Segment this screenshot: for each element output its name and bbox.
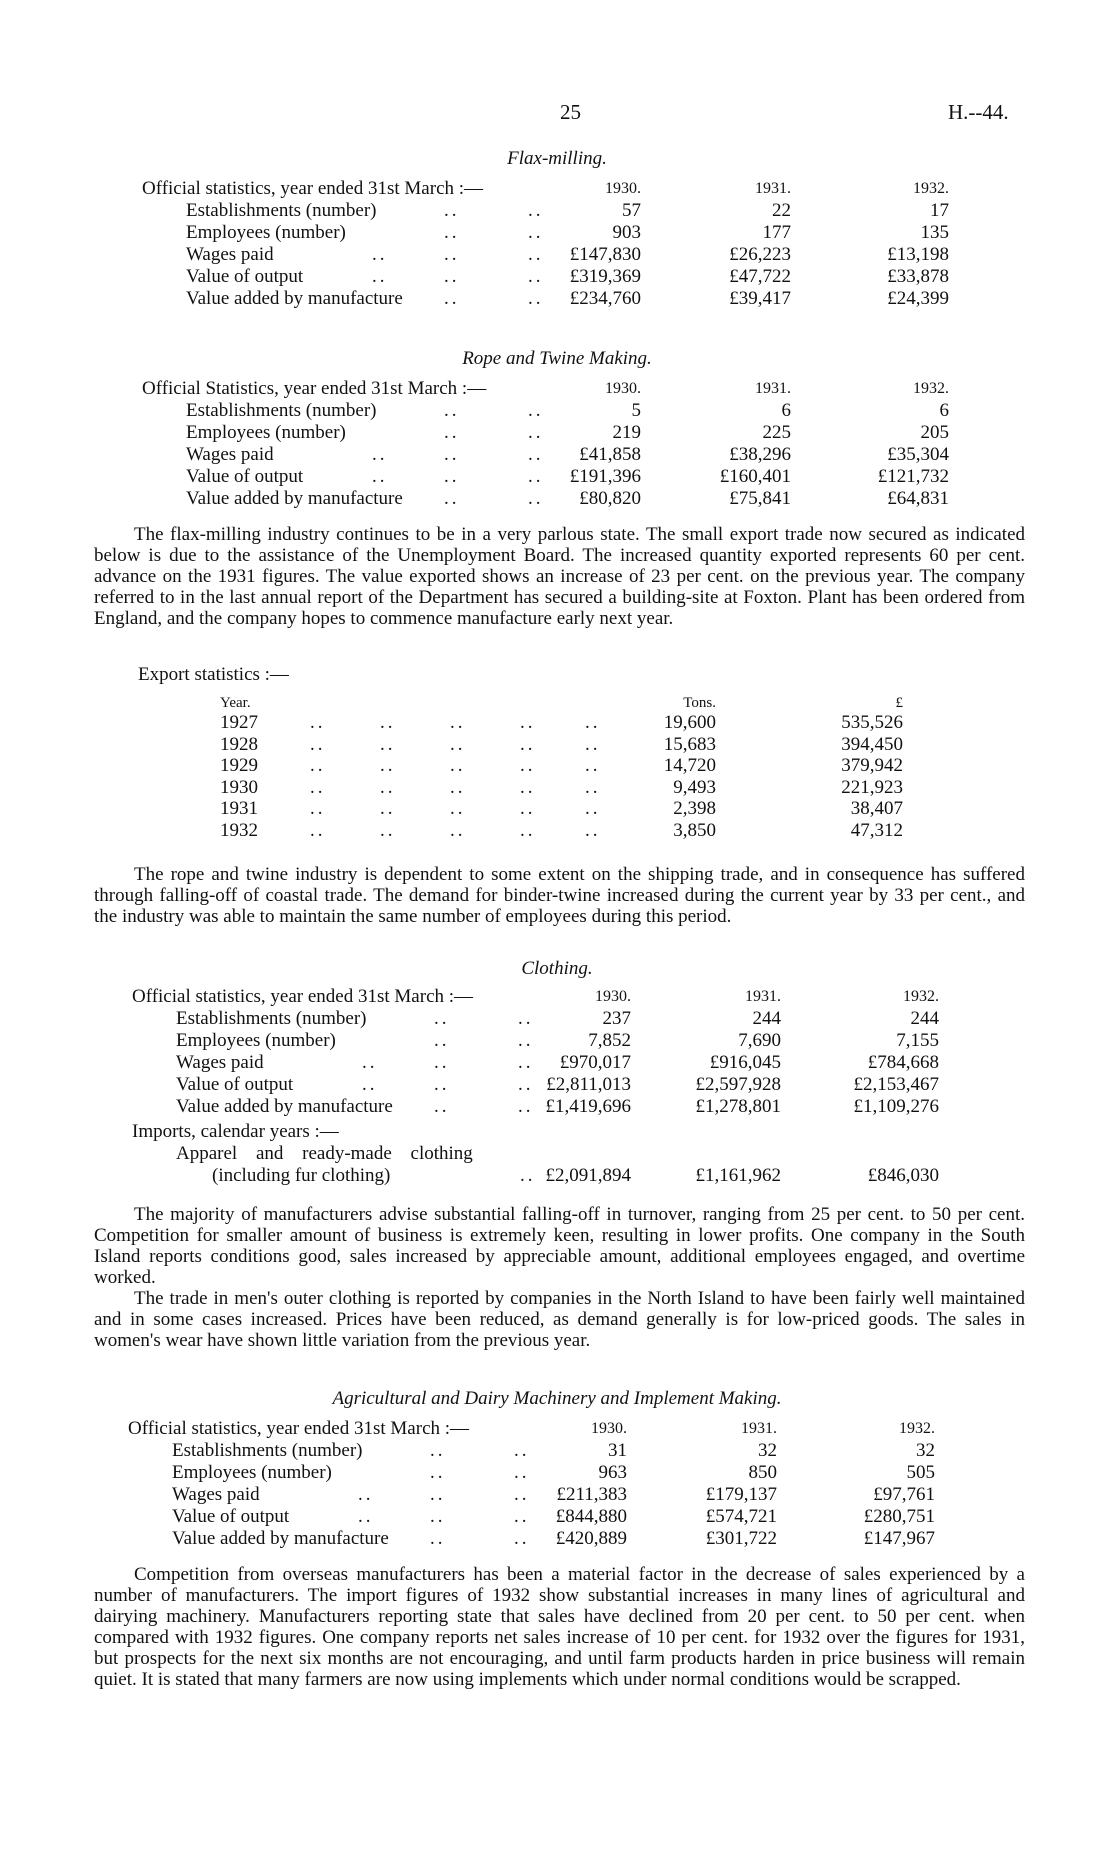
section-title-clothing: Clothing. bbox=[521, 958, 593, 979]
export-value: 47,312 bbox=[850, 819, 903, 841]
imports-value-1930: £2,091,894 bbox=[545, 1165, 631, 1186]
row-label: Wages paid bbox=[186, 444, 274, 465]
table-row bbox=[142, 288, 962, 310]
leader-dots: .. bbox=[450, 798, 466, 819]
leader-dots: .. bbox=[520, 733, 536, 755]
paragraph-text: The majority of manufacturers advise substantial falling-off in turnover, ranging from 25 per cent. to 50 per cent. Competition for smaller amount of business is extremely keen, resulting in lower profits. One company in the South Island reports conditions good, sales increased by appreciable amount, additional employees engaged, and overtime worked. bbox=[94, 1204, 1025, 1288]
cell-value: £13,198 bbox=[887, 244, 949, 265]
paragraph-text: Competition from overseas manufacturers has been a material factor in the decrease of sales experienced by a number of manufacturers. The import figures of 1932 show substantial increases in many lines of agricultural and dairying machinery. Manufacturers reporting state that sales have declined from 20 per cent. to 50 per cent. when compared with 1932 figures. One company reports net sales increase of 10 per cent. for 1932 over the figures for 1931, but prospects for the next six months are not encouraging, and until farm products harden in price business will remain quiet. It is stated that many farmers are now using implements which under normal conditions would be scrapped. bbox=[94, 1564, 1025, 1690]
leader-dots: .. bbox=[518, 1008, 534, 1029]
leader-dots: .. bbox=[310, 712, 326, 733]
leader-dots: .. bbox=[310, 819, 326, 841]
year-header: 1931. bbox=[745, 988, 781, 1005]
leader-dots: .. bbox=[585, 819, 601, 841]
cell-value: 22 bbox=[772, 200, 791, 221]
leader-dots: .. bbox=[444, 200, 460, 221]
leader-dots: .. bbox=[518, 1030, 534, 1051]
year-header: 1930. bbox=[605, 380, 641, 397]
imports-item-label: Apparel and ready-made clothing bbox=[176, 1143, 473, 1164]
leader-dots: .. bbox=[518, 1074, 534, 1095]
cell-value: £147,967 bbox=[863, 1528, 935, 1549]
cell-value: £147,830 bbox=[569, 244, 641, 265]
row-label: Employees (number) bbox=[172, 1462, 332, 1483]
table-row bbox=[142, 400, 962, 422]
row-label: Value added by manufacture bbox=[186, 488, 403, 509]
row-label: Wages paid bbox=[176, 1052, 264, 1073]
cell-value: £234,760 bbox=[569, 288, 641, 309]
export-tons: 3,850 bbox=[673, 819, 716, 841]
leader-dots: .. bbox=[518, 1096, 534, 1117]
paragraph-text: The rope and twine industry is dependent to some extent on the shipping trade, and in consequence has suffered through falling-off of coastal trade. The demand for binder-twine increased during the current year by 33 per cent., and the industry was able to maintain the same number of employees during this period. bbox=[94, 864, 1025, 927]
leader-dots: .. bbox=[434, 1052, 450, 1073]
cell-value: 205 bbox=[920, 422, 949, 443]
cell-value: 244 bbox=[910, 1008, 939, 1029]
cell-value: £2,811,013 bbox=[546, 1074, 631, 1095]
export-year: 1932 bbox=[220, 819, 258, 841]
cell-value: 244 bbox=[752, 1008, 781, 1029]
year-header: 1930. bbox=[591, 1420, 627, 1437]
leader-dots: .. bbox=[444, 422, 460, 443]
page-number: 25 bbox=[560, 100, 581, 124]
leader-dots: .. bbox=[430, 1528, 446, 1549]
cell-value: £39,417 bbox=[729, 288, 791, 309]
export-value: 38,407 bbox=[850, 798, 903, 819]
rope-paragraph bbox=[94, 864, 1025, 927]
row-label: Value of output bbox=[172, 1506, 290, 1527]
leader-dots: .. bbox=[528, 422, 544, 443]
leader-dots: .. bbox=[444, 466, 460, 487]
leader-dots: .. bbox=[528, 444, 544, 465]
row-label: Value added by manufacture bbox=[176, 1096, 393, 1117]
table-row bbox=[142, 444, 962, 466]
cell-value: 135 bbox=[920, 222, 949, 243]
cell-value: 505 bbox=[906, 1462, 935, 1483]
table-row bbox=[132, 1030, 952, 1052]
leader-dots: .. bbox=[434, 1096, 450, 1117]
leader-dots: .. bbox=[514, 1440, 530, 1461]
cell-value: 963 bbox=[598, 1462, 627, 1483]
leader-dots: .. bbox=[520, 798, 536, 819]
cell-value: £41,858 bbox=[579, 444, 641, 465]
table-row bbox=[142, 422, 962, 444]
cell-value: £191,396 bbox=[569, 466, 641, 487]
leader-dots: .. bbox=[585, 733, 601, 755]
leader-dots: .. bbox=[514, 1462, 530, 1483]
leader-dots: .. bbox=[518, 1052, 534, 1073]
cell-value: £33,878 bbox=[887, 266, 949, 287]
table-row bbox=[132, 1096, 952, 1118]
cell-value: £319,369 bbox=[569, 266, 641, 287]
leader-dots: .. bbox=[528, 466, 544, 487]
header-label: Official statistics, year ended 31st March :— bbox=[128, 1418, 470, 1439]
leader-dots: .. bbox=[514, 1484, 530, 1505]
table-row bbox=[128, 1528, 948, 1550]
leader-dots: .. bbox=[450, 755, 466, 776]
cell-value: £75,841 bbox=[729, 488, 791, 509]
cell-value: 903 bbox=[612, 222, 641, 243]
export-tons: 19,600 bbox=[663, 712, 716, 733]
leader-dots: .. bbox=[585, 755, 601, 776]
leader-dots: .. bbox=[585, 712, 601, 733]
cell-value: £26,223 bbox=[729, 244, 791, 265]
cell-value: £64,831 bbox=[887, 488, 949, 509]
leader-dots: .. bbox=[380, 776, 396, 798]
export-row bbox=[220, 820, 920, 842]
cell-value: 7,690 bbox=[738, 1030, 781, 1051]
leader-dots: .. bbox=[372, 266, 388, 287]
paragraph-text: The flax-milling industry continues to be in a very parlous state. The small export trade now secured as indicated below is due to the assistance of the Unemployment Board. The increased quantity exported represents 60 per cent. advance on the 1931 figures. The value exported shows an increase of 23 per cent. on the previous year. The company referred to in the last annual report of the Department has secured a building-site at Foxton. Plant has been ordered from England, and the company hopes to commence manufacture early next year. bbox=[94, 524, 1025, 629]
imports-value-1931: £1,161,962 bbox=[695, 1165, 781, 1186]
leader-dots: .. bbox=[358, 1484, 374, 1505]
table-header-row bbox=[142, 378, 962, 400]
paragraph-text: The trade in men's outer clothing is reported by companies in the North Island to have been fairly well maintained and in some cases increased. Prices have been reduced, as demand generally is for low-priced goods. The sales in women's wear have shown little variation from the previous year. bbox=[94, 1288, 1025, 1351]
leader-dots: .. bbox=[514, 1528, 530, 1549]
cell-value: 5 bbox=[631, 400, 641, 421]
cell-value: £24,399 bbox=[887, 288, 949, 309]
cell-value: £1,109,276 bbox=[853, 1096, 939, 1117]
leader-dots: .. bbox=[444, 288, 460, 309]
table-header-row bbox=[132, 986, 952, 1008]
cell-value: 850 bbox=[748, 1462, 777, 1483]
leader-dots: .. bbox=[444, 444, 460, 465]
cell-value: £38,296 bbox=[729, 444, 791, 465]
cell-value: 177 bbox=[762, 222, 791, 243]
cell-value: £179,137 bbox=[705, 1484, 777, 1505]
cell-value: £301,722 bbox=[705, 1528, 777, 1549]
row-label: Value added by manufacture bbox=[186, 288, 403, 309]
leader-dots: .. bbox=[585, 798, 601, 819]
table-row bbox=[128, 1506, 948, 1528]
year-header: 1932. bbox=[913, 380, 949, 397]
export-statistics-label: Export statistics :— bbox=[138, 664, 289, 685]
cell-value: 237 bbox=[602, 1008, 631, 1029]
row-label: Establishments (number) bbox=[186, 400, 377, 421]
table-row bbox=[132, 1008, 952, 1030]
leader-dots: .. bbox=[450, 819, 466, 841]
export-tons: 2,398 bbox=[673, 798, 716, 819]
cell-value: 6 bbox=[939, 400, 949, 421]
leader-dots: .. bbox=[434, 1074, 450, 1095]
leader-dots: .. bbox=[520, 1165, 536, 1186]
table-row bbox=[128, 1462, 948, 1484]
cell-value: £1,278,801 bbox=[695, 1096, 781, 1117]
cell-value: 17 bbox=[930, 200, 949, 221]
imports-item-row bbox=[132, 1143, 952, 1165]
cell-value: £121,732 bbox=[877, 466, 949, 487]
table-row bbox=[142, 244, 962, 266]
leader-dots: .. bbox=[450, 776, 466, 798]
export-value: 535,526 bbox=[841, 712, 903, 733]
export-value: 379,942 bbox=[841, 755, 903, 776]
imports-value-1932: £846,030 bbox=[867, 1165, 939, 1186]
export-year: 1929 bbox=[220, 755, 258, 776]
export-year: 1927 bbox=[220, 712, 258, 733]
clothing-paragraph bbox=[94, 1204, 1025, 1351]
export-row bbox=[220, 755, 920, 777]
year-header: 1932. bbox=[913, 180, 949, 197]
table-header-row bbox=[128, 1418, 948, 1440]
export-tons: 15,683 bbox=[663, 733, 716, 755]
table-row bbox=[142, 488, 962, 510]
imports-values-row bbox=[132, 1165, 952, 1187]
leader-dots: .. bbox=[450, 712, 466, 733]
leader-dots: .. bbox=[310, 798, 326, 819]
year-header: 1932. bbox=[899, 1420, 935, 1437]
export-tons: 9,493 bbox=[673, 776, 716, 798]
row-label: Employees (number) bbox=[176, 1030, 336, 1051]
leader-dots: .. bbox=[585, 776, 601, 798]
export-value: 221,923 bbox=[841, 776, 903, 798]
year-header: 1931. bbox=[755, 380, 791, 397]
year-header: 1931. bbox=[755, 180, 791, 197]
leader-dots: .. bbox=[310, 755, 326, 776]
export-tons: 14,720 bbox=[663, 755, 716, 776]
row-label: Employees (number) bbox=[186, 222, 346, 243]
leader-dots: .. bbox=[528, 400, 544, 421]
imports-label: Imports, calendar years :— bbox=[132, 1121, 339, 1142]
leader-dots: .. bbox=[380, 755, 396, 776]
table-row bbox=[128, 1484, 948, 1506]
cell-value: £80,820 bbox=[579, 488, 641, 509]
row-label: Establishments (number) bbox=[176, 1008, 367, 1029]
leader-dots: .. bbox=[444, 222, 460, 243]
export-header-row bbox=[220, 692, 920, 714]
section-title-flax: Flax-milling. bbox=[507, 148, 607, 169]
imports-label-row bbox=[132, 1121, 952, 1143]
row-label: Employees (number) bbox=[186, 422, 346, 443]
export-row bbox=[220, 777, 920, 799]
agricultural-paragraph bbox=[94, 1564, 1025, 1690]
document-reference: H.--44. bbox=[948, 100, 1009, 124]
cell-value: £160,401 bbox=[719, 466, 791, 487]
cell-value: 7,852 bbox=[588, 1030, 631, 1051]
leader-dots: .. bbox=[528, 288, 544, 309]
cell-value: 6 bbox=[781, 400, 791, 421]
leader-dots: .. bbox=[362, 1052, 378, 1073]
leader-dots: .. bbox=[310, 733, 326, 755]
leader-dots: .. bbox=[380, 798, 396, 819]
leader-dots: .. bbox=[380, 733, 396, 755]
leader-dots: .. bbox=[528, 222, 544, 243]
leader-dots: .. bbox=[380, 819, 396, 841]
cell-value: £784,668 bbox=[867, 1052, 939, 1073]
leader-dots: .. bbox=[310, 776, 326, 798]
table-row bbox=[142, 222, 962, 244]
header-label: Official Statistics, year ended 31st March :— bbox=[142, 378, 487, 399]
cell-value: 219 bbox=[612, 422, 641, 443]
table-row bbox=[142, 266, 962, 288]
row-label: Value of output bbox=[186, 466, 304, 487]
cell-value: £916,045 bbox=[709, 1052, 781, 1073]
leader-dots: .. bbox=[430, 1506, 446, 1527]
cell-value: £211,383 bbox=[556, 1484, 627, 1505]
col-tons: Tons. bbox=[683, 695, 716, 711]
export-year: 1931 bbox=[220, 798, 258, 819]
row-label: Wages paid bbox=[172, 1484, 260, 1505]
section-title-rope: Rope and Twine Making. bbox=[462, 348, 652, 369]
cell-value: 31 bbox=[608, 1440, 627, 1461]
leader-dots: .. bbox=[358, 1506, 374, 1527]
leader-dots: .. bbox=[434, 1008, 450, 1029]
export-row bbox=[220, 734, 920, 756]
leader-dots: .. bbox=[372, 444, 388, 465]
export-value: 394,450 bbox=[841, 733, 903, 755]
row-label: Establishments (number) bbox=[172, 1440, 363, 1461]
leader-dots: .. bbox=[430, 1462, 446, 1483]
leader-dots: .. bbox=[380, 712, 396, 733]
leader-dots: .. bbox=[372, 466, 388, 487]
export-year: 1928 bbox=[220, 733, 258, 755]
row-label: Value added by manufacture bbox=[172, 1528, 389, 1549]
cell-value: 57 bbox=[622, 200, 641, 221]
year-header: 1931. bbox=[741, 1420, 777, 1437]
cell-value: 32 bbox=[758, 1440, 777, 1461]
year-header: 1930. bbox=[595, 988, 631, 1005]
year-header: 1932. bbox=[903, 988, 939, 1005]
leader-dots: .. bbox=[362, 1074, 378, 1095]
cell-value: 225 bbox=[762, 422, 791, 443]
leader-dots: .. bbox=[444, 244, 460, 265]
leader-dots: .. bbox=[444, 266, 460, 287]
leader-dots: .. bbox=[528, 488, 544, 509]
row-label: Establishments (number) bbox=[186, 200, 377, 221]
leader-dots: .. bbox=[430, 1440, 446, 1461]
year-header: 1930. bbox=[605, 180, 641, 197]
cell-value: £47,722 bbox=[729, 266, 791, 287]
leader-dots: .. bbox=[444, 488, 460, 509]
leader-dots: .. bbox=[520, 776, 536, 798]
row-label: Value of output bbox=[176, 1074, 294, 1095]
flax-paragraph bbox=[94, 524, 1025, 629]
row-label: Value of output bbox=[186, 266, 304, 287]
leader-dots: .. bbox=[528, 244, 544, 265]
imports-item-label-2: (including fur clothing) bbox=[212, 1165, 391, 1186]
leader-dots: .. bbox=[450, 733, 466, 755]
leader-dots: .. bbox=[434, 1030, 450, 1051]
leader-dots: .. bbox=[430, 1484, 446, 1505]
section-title-agricultural: Agricultural and Dairy Machinery and Implement Making. bbox=[332, 1388, 782, 1409]
cell-value: £35,304 bbox=[887, 444, 949, 465]
leader-dots: .. bbox=[444, 400, 460, 421]
table-header-row bbox=[142, 178, 962, 200]
leader-dots: .. bbox=[372, 244, 388, 265]
row-label: Wages paid bbox=[186, 244, 274, 265]
export-year: 1930 bbox=[220, 776, 258, 798]
header-label: Official statistics, year ended 31st March :— bbox=[142, 178, 484, 199]
cell-value: £2,153,467 bbox=[853, 1074, 939, 1095]
cell-value: 7,155 bbox=[896, 1030, 939, 1051]
table-row bbox=[132, 1052, 952, 1074]
leader-dots: .. bbox=[520, 755, 536, 776]
leader-dots: .. bbox=[528, 266, 544, 287]
header-label: Official statistics, year ended 31st March :— bbox=[132, 986, 474, 1007]
cell-value: £420,889 bbox=[555, 1528, 627, 1549]
leader-dots: .. bbox=[520, 712, 536, 733]
col-value: £ bbox=[895, 695, 903, 711]
table-row bbox=[142, 200, 962, 222]
cell-value: £574,721 bbox=[705, 1506, 777, 1527]
cell-value: £844,880 bbox=[555, 1506, 627, 1527]
cell-value: £2,597,928 bbox=[695, 1074, 781, 1095]
cell-value: £1,419,696 bbox=[545, 1096, 631, 1117]
leader-dots: .. bbox=[514, 1506, 530, 1527]
cell-value: £280,751 bbox=[863, 1506, 935, 1527]
table-row bbox=[132, 1074, 952, 1096]
table-row bbox=[128, 1440, 948, 1462]
export-row bbox=[220, 712, 920, 734]
cell-value: £97,761 bbox=[873, 1484, 935, 1505]
leader-dots: .. bbox=[520, 819, 536, 841]
cell-value: £970,017 bbox=[559, 1052, 631, 1073]
export-row bbox=[220, 798, 920, 820]
cell-value: 32 bbox=[916, 1440, 935, 1461]
table-row bbox=[142, 466, 962, 488]
col-year: Year. bbox=[220, 695, 251, 711]
leader-dots: .. bbox=[528, 200, 544, 221]
